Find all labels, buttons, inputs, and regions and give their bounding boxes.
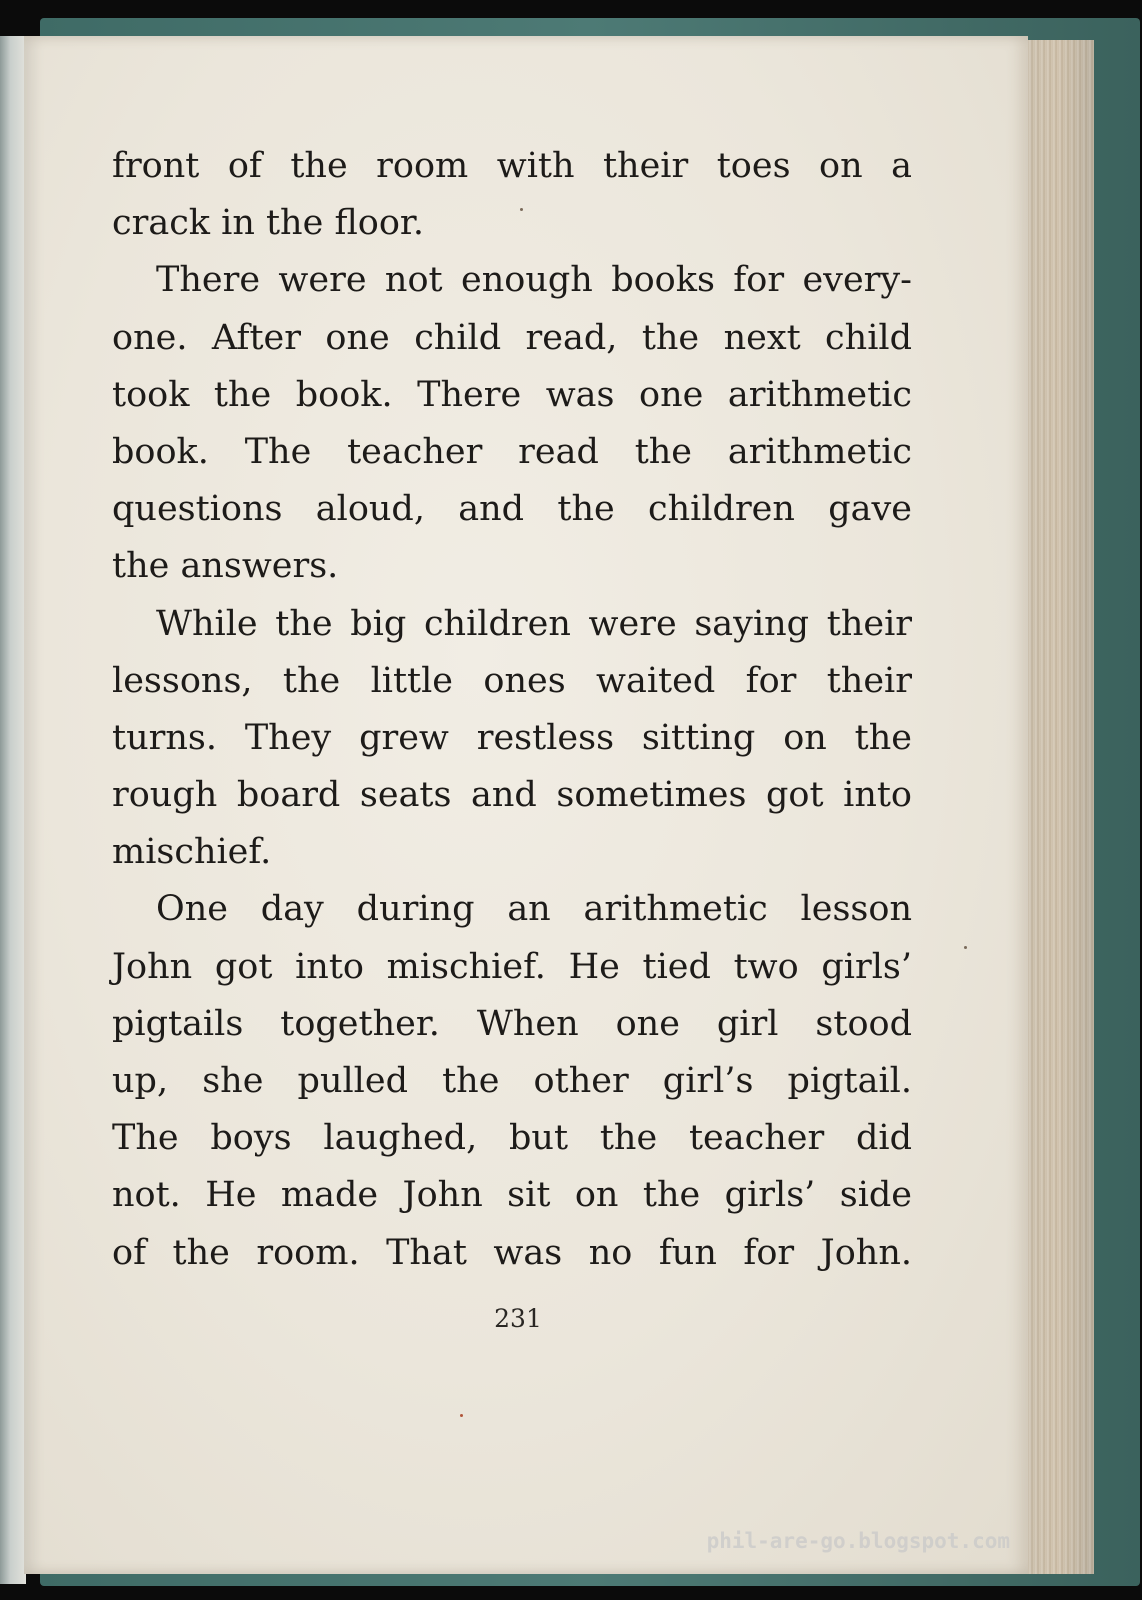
text-line: not. He made John sit on the girls’ side bbox=[112, 1175, 912, 1216]
paper-speck bbox=[964, 946, 967, 949]
text-line: questions aloud, and the children gave bbox=[112, 489, 912, 530]
text-line: front of the room with their toes on a bbox=[112, 146, 912, 186]
text-line: of the room. That was no fun for John. bbox=[112, 1232, 912, 1273]
text-line: lessons, the little ones waited for their bbox=[112, 660, 912, 701]
text-line: mischief. bbox=[112, 832, 272, 873]
text-line: crack in the floor. bbox=[112, 203, 424, 244]
blog-watermark: phil-are-go.blogspot.com bbox=[706, 1529, 1010, 1553]
text-line: pigtails together. When one girl stood bbox=[112, 1003, 912, 1044]
text-line: turns. They grew restless sitting on the bbox=[112, 717, 912, 758]
text-line: one. After one child read, the next child bbox=[112, 317, 912, 358]
text-line: While the big children were saying their bbox=[156, 603, 912, 644]
text-line: There were not enough books for every- bbox=[156, 260, 912, 301]
book-page bbox=[24, 36, 1028, 1574]
text-line: took the book. There was one arithmetic bbox=[112, 374, 912, 415]
text-line: the answers. bbox=[112, 546, 339, 587]
page-text bbox=[112, 138, 912, 1282]
text-line: book. The teacher read the arithmetic bbox=[112, 431, 912, 472]
paper-speck bbox=[520, 208, 523, 211]
text-line: One day during an arithmetic lesson bbox=[156, 889, 912, 930]
facing-page-edge bbox=[0, 36, 26, 1584]
text-line: up, she pulled the other girl’s pigtail. bbox=[112, 1061, 912, 1101]
text-line: John got into mischief. He tied two girls’ bbox=[112, 946, 912, 987]
page-stack-edge bbox=[1022, 40, 1094, 1574]
paper-speck bbox=[460, 1414, 463, 1417]
page-number: 231 bbox=[494, 1304, 542, 1333]
text-line: rough board seats and sometimes got into bbox=[112, 775, 912, 816]
text-line: The boys laughed, but the teacher did bbox=[112, 1118, 912, 1159]
